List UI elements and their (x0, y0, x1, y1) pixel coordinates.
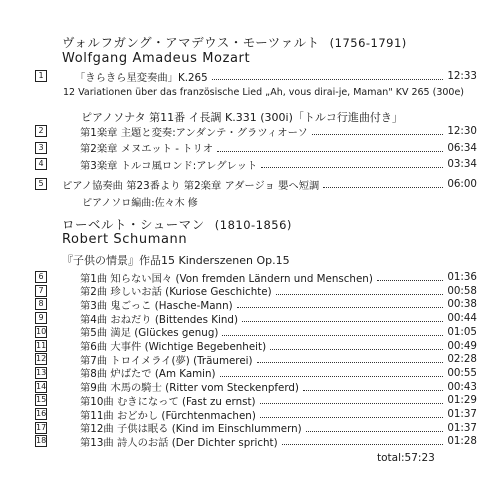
track-duration: 01:36 (447, 271, 477, 283)
track-row[interactable] (35, 270, 477, 284)
track-number: 5 (35, 178, 47, 190)
track-duration: 01:29 (447, 394, 477, 407)
dotted-leader (270, 342, 443, 350)
track-row[interactable] (35, 339, 477, 353)
mozart-header (62, 33, 407, 51)
dotted-leader (242, 314, 443, 322)
track-number: 14 (36, 381, 47, 391)
track-duration: 06:00 (447, 178, 477, 190)
track-duration: 01:37 (447, 408, 477, 420)
track-number: 13 (36, 367, 47, 377)
track-number: 3 (35, 142, 47, 154)
track-row[interactable] (35, 311, 477, 325)
track-number: 10 (36, 326, 47, 336)
track-movement: 第11曲 おどかし (Fürchtenmachen) (80, 409, 256, 422)
schumann-header (62, 215, 292, 233)
track-row[interactable] (35, 393, 477, 407)
track-row[interactable] (35, 177, 477, 191)
track-row[interactable] (35, 421, 477, 435)
dotted-leader (212, 72, 444, 80)
dotted-leader (261, 160, 443, 168)
dotted-leader (257, 355, 444, 363)
track-number: 1 (35, 70, 47, 82)
track-number: 9 (35, 312, 47, 324)
track-movement: 第5曲 満足 (Glückes genug) (80, 327, 219, 340)
track-number: 8 (35, 298, 47, 310)
track-row[interactable] (35, 284, 477, 298)
track-row[interactable] (35, 380, 477, 394)
track-movement: 第4曲 おねだり (Bittendes Kind) (80, 313, 238, 326)
dotted-leader (303, 383, 443, 391)
dotted-leader (276, 287, 444, 295)
track-number: 12 (36, 354, 47, 364)
total-duration: total:57:23 (377, 452, 435, 464)
track-title: 「きらきら星変奏曲」K.265 (75, 71, 208, 84)
dotted-leader (323, 180, 443, 188)
track-duration: 02:28 (447, 353, 477, 366)
track-number: 17 (36, 422, 47, 432)
track-movement: 第1楽章 主題と変奏:アンダンテ・グラツィオーソ (80, 126, 308, 139)
work-title: 『子供の情景』作品15 Kinderszenen Op.15 (62, 254, 290, 267)
track-number: 15 (36, 395, 47, 405)
track-duration: 12:30 (447, 125, 477, 137)
track-row[interactable] (35, 297, 477, 311)
track-duration: 00:55 (447, 366, 477, 379)
dotted-leader (282, 437, 444, 445)
track-subtitle: 12 Variationen über das französische Lied „Ah, vous dirai-je, Maman" KV 265 (300e) (63, 87, 465, 98)
track-number: 2 (35, 125, 47, 137)
track-movement: 第3曲 鬼ごっこ (Hasche-Mann) (80, 299, 233, 312)
track-row[interactable] (35, 407, 477, 421)
track-number: 4 (35, 158, 47, 170)
dotted-leader (260, 396, 444, 404)
track-row[interactable] (35, 352, 477, 366)
composer-dates: (1756-1791) (329, 36, 407, 50)
track-row[interactable] (35, 434, 477, 448)
track-duration: 00:44 (447, 312, 477, 325)
track-movement: 第9曲 木馬の騎士 (Ritter vom Steckenpferd) (80, 382, 299, 395)
dotted-leader (312, 127, 444, 135)
dotted-leader (220, 369, 444, 377)
dotted-leader (237, 300, 444, 308)
track-title: ピアノ協奏曲 第23番より 第2楽章 アダージョ 嬰ヘ短調 (62, 179, 320, 192)
track-movement: 第13曲 詩人のお話 (Der Dichter spricht) (80, 436, 278, 449)
track-number: 11 (36, 340, 47, 350)
track-row[interactable] (35, 157, 477, 171)
track-duration: 00:58 (447, 284, 477, 297)
track-number: 16 (36, 409, 47, 418)
track-duration: 01:28 (447, 435, 477, 448)
arranger-note: ピアノソロ編曲:佐々木 修 (82, 198, 198, 209)
track-movement: 第12曲 子供は眠る (Kind im Einschlummern) (80, 423, 302, 436)
work-title: ピアノソナタ 第11番 イ長調 K.331 (300i)「トルコ行進曲付き」 (81, 111, 403, 124)
track-movement: 第2楽章 メヌエット - トリオ (80, 143, 214, 155)
composer-name-jp: ローベルト・シューマン (62, 217, 205, 232)
dotted-leader (306, 424, 444, 432)
track-row[interactable] (35, 69, 477, 83)
track-duration: 00:49 (447, 339, 477, 352)
track-movement: 第8曲 炉ばたで (Am Kamin) (80, 368, 216, 381)
composer-dates: (1810-1856) (214, 218, 292, 232)
track-duration: 03:34 (447, 158, 477, 170)
track-row[interactable] (35, 124, 477, 138)
track-duration: 00:43 (447, 380, 477, 393)
track-row[interactable] (35, 325, 477, 339)
track-row[interactable] (35, 366, 477, 380)
track-duration: 12:33 (447, 70, 477, 82)
track-movement: 第2曲 珍しいお話 (Kuriose Geschichte) (80, 286, 272, 299)
composer-name-jp: ヴォルフガング・アマデウス・モーツァルト (62, 35, 320, 50)
track-movement: 第10曲 むきになって (Fast zu ernst) (80, 395, 256, 408)
track-duration: 00:38 (447, 298, 477, 311)
track-duration: 01:37 (447, 421, 477, 434)
track-row[interactable] (35, 141, 477, 155)
track-movement: 第3楽章 トルコ風ロンド:アレグレット (80, 159, 258, 172)
dotted-leader (222, 328, 443, 336)
composer-name-en: Robert Schumann (62, 232, 188, 247)
track-movement: 第6曲 大事件 (Wichtige Begebenheit) (80, 341, 267, 353)
track-number: 18 (36, 436, 47, 446)
track-duration: 06:34 (447, 141, 477, 154)
track-movement: 第7曲 トロイメライ(夢) (Träumerei) (80, 354, 253, 367)
dotted-leader (377, 273, 443, 281)
track-number: 6 (35, 271, 47, 283)
composer-name-en: Wolfgang Amadeus Mozart (62, 51, 251, 66)
track-duration: 01:05 (447, 325, 477, 338)
track-number: 7 (35, 285, 47, 297)
track-movement: 第1曲 知らない国々 (Von fremden Ländern und Menschen) (80, 272, 373, 285)
dotted-leader (217, 144, 443, 152)
dotted-leader (260, 410, 443, 418)
